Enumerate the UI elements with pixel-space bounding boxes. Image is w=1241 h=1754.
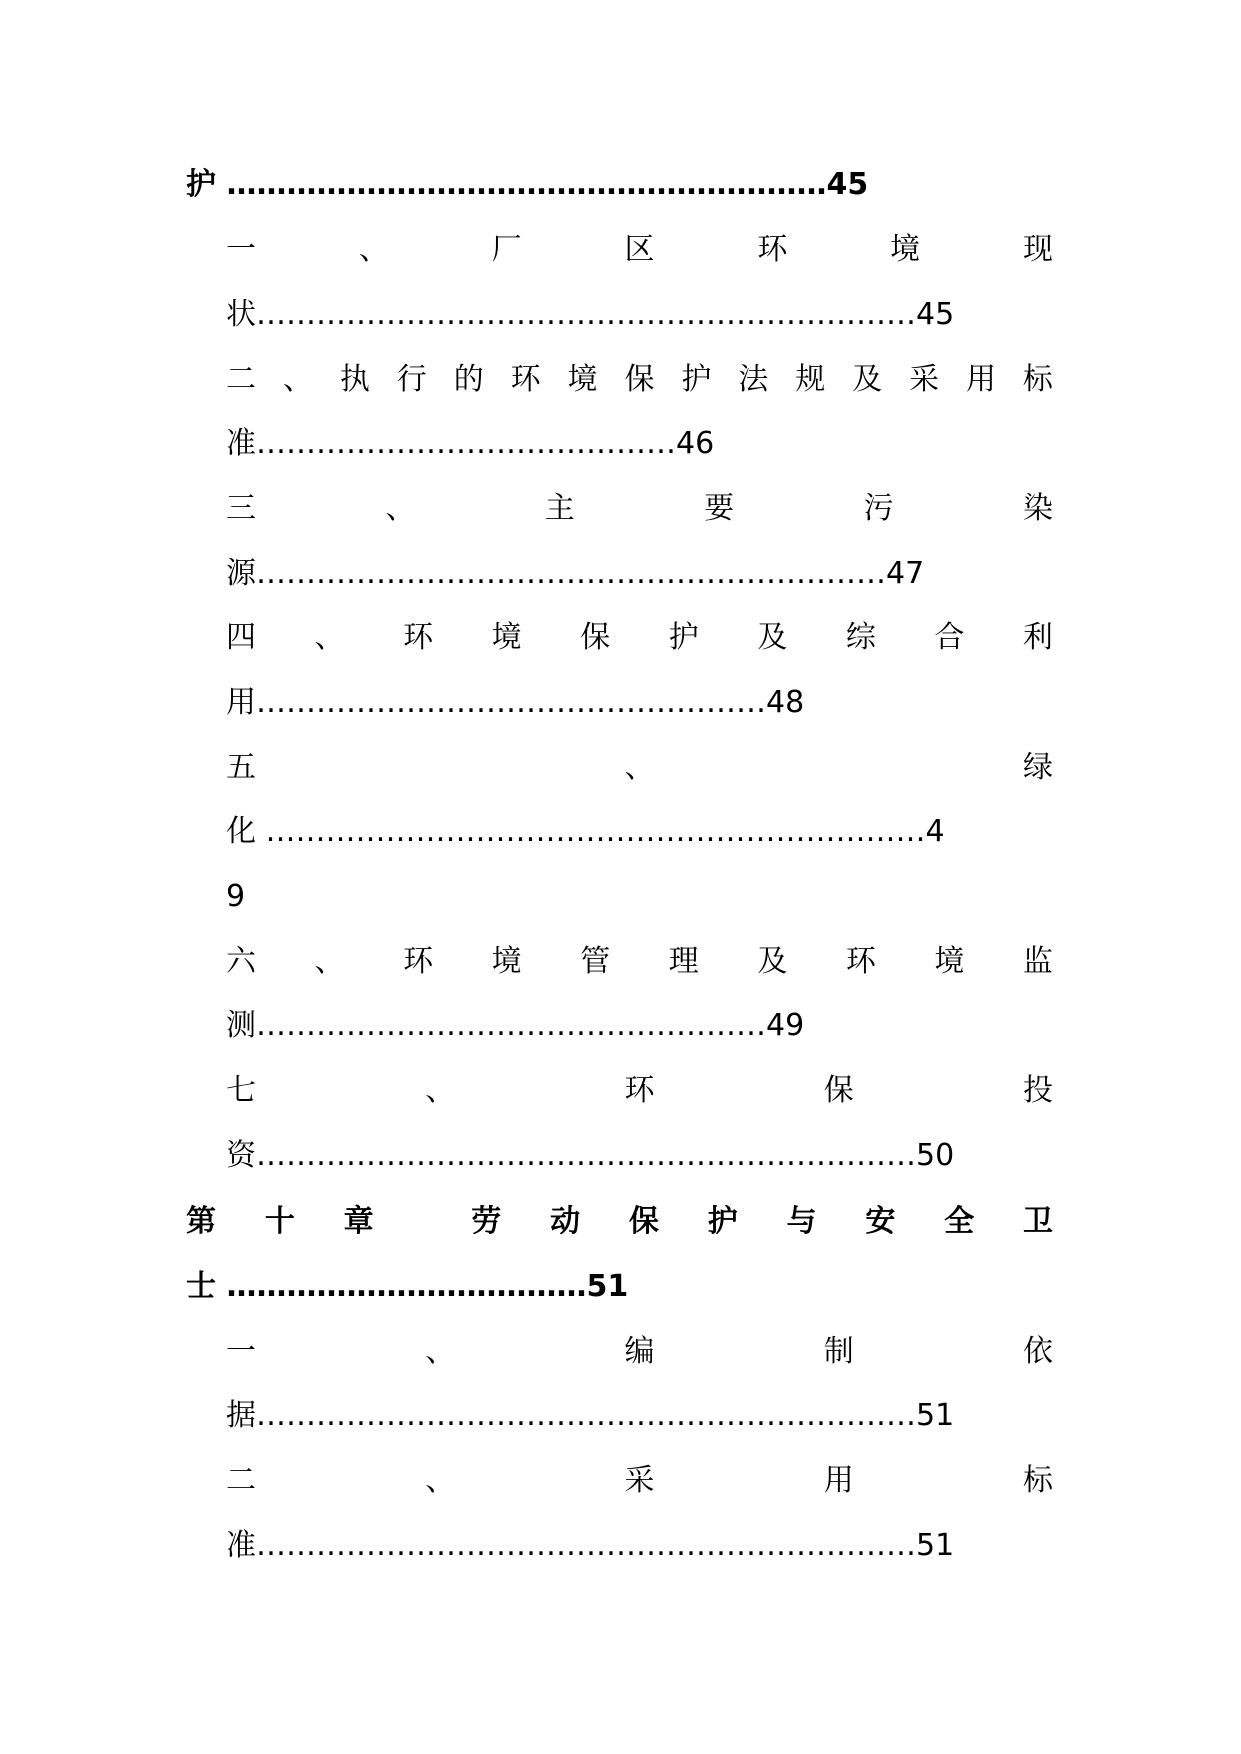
- toc-char: 投: [1023, 1073, 1053, 1108]
- toc-char: 二: [226, 1463, 256, 1498]
- toc-line: [226, 738, 1053, 798]
- toc-char: 绿: [1023, 750, 1053, 785]
- toc-char: 、: [314, 944, 345, 979]
- toc-char: 环: [757, 232, 788, 267]
- toc-char: 劳: [471, 1204, 502, 1239]
- toc-line: [226, 673, 804, 733]
- toc-char: 境: [934, 944, 965, 979]
- toc-char: 与: [786, 1204, 817, 1239]
- toc-text: 源………………………………………………………47: [226, 556, 925, 591]
- toc-line: [226, 414, 714, 474]
- toc-char: 护: [668, 620, 699, 655]
- toc-char: 利: [1022, 620, 1053, 655]
- toc-line: [226, 1386, 954, 1446]
- toc-char: 一: [226, 1334, 256, 1369]
- toc-char: 环: [403, 620, 434, 655]
- toc-char: 境: [491, 944, 522, 979]
- toc-char: 护: [707, 1204, 738, 1239]
- toc-line: [226, 867, 245, 927]
- toc-char: 保: [580, 620, 611, 655]
- toc-char: 动: [550, 1204, 581, 1239]
- toc-char: 主: [544, 491, 575, 526]
- toc-char: 境: [567, 362, 598, 397]
- toc-char: 一: [226, 232, 256, 267]
- toc-char: 理: [668, 944, 699, 979]
- toc-line: [186, 1192, 1053, 1252]
- toc-char: 及: [852, 362, 883, 397]
- toc-char: 、: [314, 620, 345, 655]
- toc-text: 准……………………………………46: [226, 426, 715, 461]
- toc-line: [226, 350, 1053, 410]
- toc-char: 标: [1023, 1463, 1053, 1498]
- toc-char: 监: [1022, 944, 1053, 979]
- toc-char: 编: [624, 1334, 655, 1369]
- toc-char: 区: [624, 232, 655, 267]
- toc-text: 资…………………………………………………………50: [226, 1138, 955, 1173]
- toc-char: 环: [845, 944, 876, 979]
- toc-line: [226, 1061, 1053, 1121]
- toc-char: 四: [226, 620, 256, 655]
- toc-char: 卫: [1022, 1204, 1053, 1239]
- toc-text: 测……………………………………………49: [226, 1008, 805, 1043]
- toc-char: 六: [226, 944, 256, 979]
- toc-line: [186, 155, 868, 215]
- toc-char: 规: [795, 362, 826, 397]
- toc-char: 法: [738, 362, 769, 397]
- toc-text: 化 …………………………………………………………4: [226, 814, 945, 849]
- toc-char: 五: [226, 750, 256, 785]
- toc-char: 采: [909, 362, 940, 397]
- toc-line: [226, 932, 1053, 992]
- toc-char: 境: [491, 620, 522, 655]
- toc-char: 执: [339, 362, 370, 397]
- toc-char: 安: [865, 1204, 896, 1239]
- toc-char: 、: [624, 750, 655, 785]
- toc-text: 据…………………………………………………………51: [226, 1398, 955, 1433]
- toc-text: 护 ……………………………………………………45: [186, 167, 869, 202]
- toc-char: 章: [343, 1204, 374, 1239]
- toc-char: 、: [425, 1334, 456, 1369]
- toc-char: 标: [1022, 362, 1053, 397]
- toc-text: 士 ………………………………51: [186, 1269, 629, 1304]
- toc-char: 环: [624, 1073, 655, 1108]
- toc-line: [226, 1516, 954, 1576]
- toc-char: 七: [226, 1073, 256, 1108]
- toc-char: 全: [944, 1204, 975, 1239]
- toc-char: 的: [453, 362, 484, 397]
- toc-line: [226, 608, 1053, 668]
- toc-char: 染: [1022, 491, 1053, 526]
- toc-char: 保: [624, 362, 655, 397]
- toc-char: 环: [510, 362, 541, 397]
- toc-char: 及: [757, 944, 788, 979]
- toc-char: 境: [890, 232, 921, 267]
- toc-char: 合: [934, 620, 965, 655]
- toc-char: 用: [823, 1463, 854, 1498]
- toc-char: 保: [823, 1073, 854, 1108]
- toc-char: 三: [226, 491, 256, 526]
- toc-line: [226, 1451, 1053, 1511]
- toc-char: 、: [425, 1463, 456, 1498]
- toc-char: 管: [580, 944, 611, 979]
- toc-char: 保: [628, 1204, 659, 1239]
- toc-line: [226, 479, 1053, 539]
- toc-text: 9: [226, 879, 246, 914]
- toc-text: 准…………………………………………………………51: [226, 1528, 955, 1563]
- toc-char: 护: [681, 362, 712, 397]
- toc-line: [226, 220, 1053, 280]
- toc-line: [186, 1257, 628, 1317]
- toc-char: 二: [226, 362, 256, 397]
- toc-char: 第: [186, 1204, 216, 1239]
- toc-char: 及: [757, 620, 788, 655]
- toc-char: 采: [624, 1463, 655, 1498]
- toc-line: [226, 285, 954, 345]
- toc-char: 、: [282, 362, 313, 397]
- toc-char: 制: [823, 1334, 854, 1369]
- toc-char: 行: [396, 362, 427, 397]
- toc-char: 环: [403, 944, 434, 979]
- toc-char: 依: [1023, 1334, 1053, 1369]
- toc-char: 综: [845, 620, 876, 655]
- toc-char: 要: [704, 491, 735, 526]
- toc-char: 厂: [491, 232, 522, 267]
- toc-line: [226, 1322, 1053, 1382]
- toc-line: [226, 996, 804, 1056]
- toc-char: 用: [965, 362, 996, 397]
- toc-line: [226, 1126, 954, 1186]
- toc-line: [226, 544, 924, 604]
- toc-char: 现: [1022, 232, 1053, 267]
- toc-char: 污: [863, 491, 894, 526]
- toc-text: 用……………………………………………48: [226, 685, 805, 720]
- toc-char: 、: [358, 232, 389, 267]
- toc-line: [226, 802, 945, 862]
- toc-char: 、: [385, 491, 416, 526]
- toc-text: 状…………………………………………………………45: [226, 297, 955, 332]
- toc-char: 、: [425, 1073, 456, 1108]
- toc-char: 十: [264, 1204, 295, 1239]
